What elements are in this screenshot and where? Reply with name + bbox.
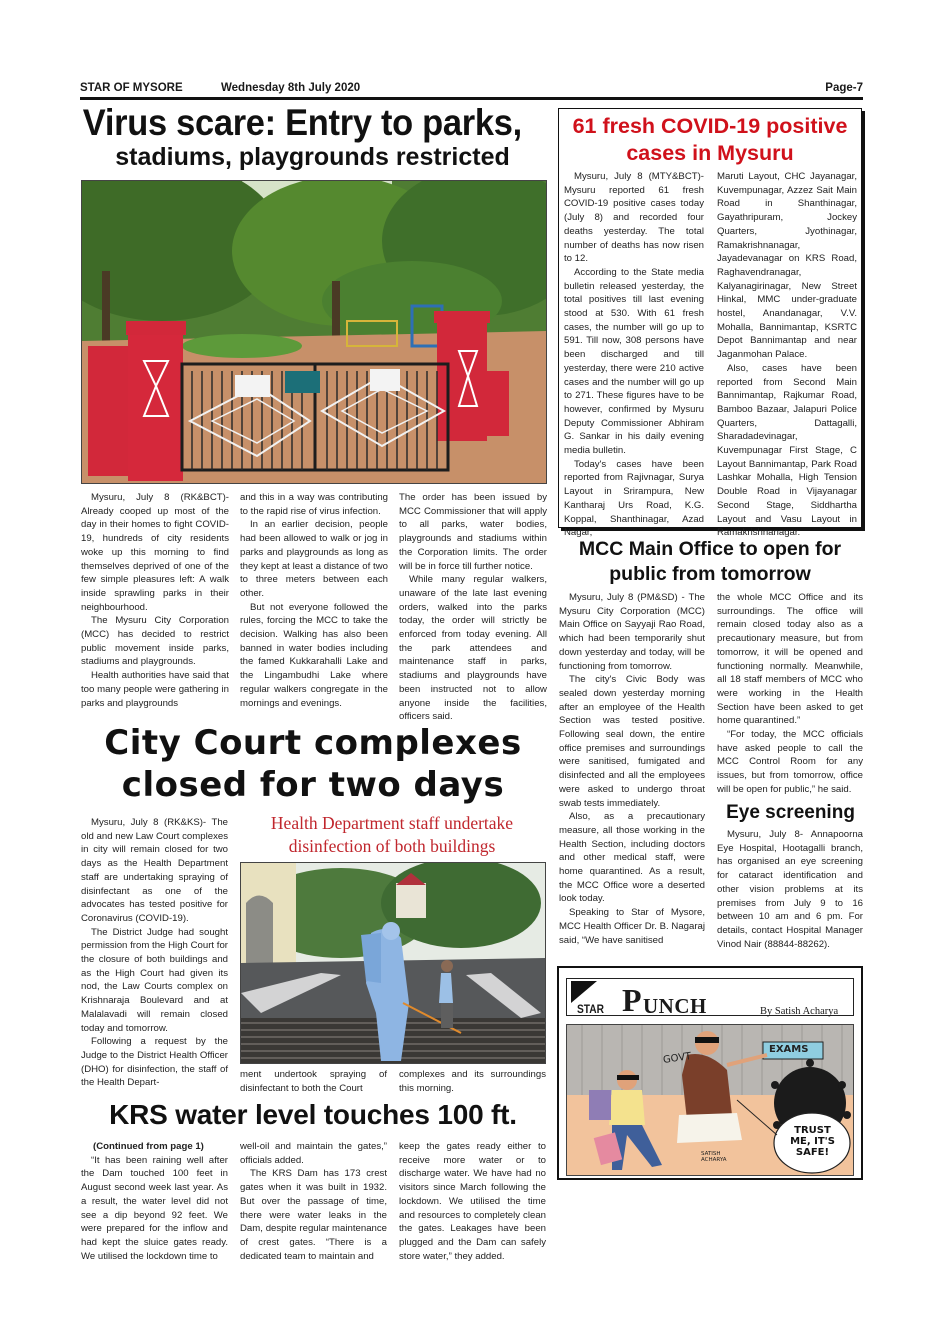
paragraph: Today's cases have been reported from Rajivnagar, Surya Layout in Srirampura, New Kantharaj Urs Road, K.G. Koppal, Shanthinagar, Azad Nagar, [564, 458, 704, 539]
paragraph: Maruti Layout, CHC Jayanagar, Kuvempunagar, Azzez Sait Main Road in Shanthinagar, Gayathripuram, Jockey Quarters, Jyothinagar, Ramakrishnanagar, Jayadevanagar on KRS Road, Raghavendranagar, Kalyanagirinagar, New Street Hinkal, MMC under-graduate hostel, Anandanagar, V.V. Mohalla, Bannimantap, KSRTC Depot Bannimantap and near Jaganmohan Palace. [717, 171, 857, 361]
paragraph: Mysuru, July 8 (MTY&BCT)- Mysuru reported 61 fresh COVID-19 positive cases today (July 8) and recorded four deaths yesterday. The total number of deaths has now risen to 12. [564, 171, 704, 265]
paragraph: well-oil and maintain the gates,” officials added. [240, 1141, 387, 1166]
continued-label: (Continued from page 1) [93, 1141, 204, 1152]
paragraph: ment undertook spraying of disinfectant to both the Court [240, 1069, 387, 1094]
eye-screening-headline: Eye screening [726, 802, 855, 823]
paragraph: “For today, the MCC officials have asked people to call the MCC Control Room for any issues, but from tomorrow, office will be open for public,” he said. [717, 729, 863, 795]
paragraph: “It has been raining well after the Dam touched 100 feet in August second week last year. As a result, the water level did not see a dip beyond 92 feet. We were prepared for the inflow and had kept the sluice gates ready. We utilised the lockdown time to [81, 1154, 228, 1262]
paragraph: According to the State media bulletin released yesterday, the total positives till last evening stood at 530. With 61 fresh cases, the number will go up to 591. Till now, 308 persons have been discharged and till yesterday, there were 210 active cases and the number will go up to 271. These figures have to be however, confirmed by Mysuru Deputy Commissioner Abhiram G. Sankar in his daily evening media bulletin. [564, 266, 704, 457]
cartoon-illustration [566, 1024, 854, 1176]
paragraph: Health authorities have said that too many people were gathering in parks and playgrounds [81, 670, 229, 709]
paragraph: Mysuru, July 8- Annapoorna Eye Hospital, Hootagalli branch, has organised an eye screening for cataract identification and other vision problems at its premises from July 9 to 16 between 10 am and 6 pm. For details, contact Hospital Manager Vinod Nair (88844-88262). [717, 829, 863, 950]
mcc-column-2 [717, 591, 863, 797]
paragraph: The KRS Dam has 173 crest gates when it was built in 1932. But over the passage of time, there were water leaks in the Dam, despite regular maintenance of crest gates. “There is a dedicated team to maintain and [240, 1168, 387, 1262]
paragraph: complexes and its surroundings this morning. [399, 1069, 546, 1094]
court-headline [80, 722, 546, 806]
paragraph: Speaking to Star of Mysore, MCC Health Officer Dr. B. Nagaraj said, “We have sanitised [559, 907, 705, 946]
masthead [80, 80, 863, 98]
court-headline-line2: closed for two days [121, 765, 505, 805]
paragraph: keep the gates ready either to receive more water or to discharge water. We have had no visitors since March following the lockdown. We utilised the time and resources to completely clean the gates. Leakages have been plugged and the Dam can safely store water,” they added. [399, 1141, 546, 1262]
cartoon-byline: By Satish Acharya [760, 1006, 839, 1017]
virus-column-1 [81, 491, 229, 710]
court-disinfection-illustration [241, 863, 546, 1064]
covid-headline: 61 fresh COVID-19 positive cases in Mysuru [572, 114, 848, 165]
speech-bubble-text: TRUST ME, IT'S SAFE! [790, 1125, 835, 1158]
court-disinfection-photo [240, 862, 546, 1064]
cartoon-label-govt: GOVT [662, 1051, 693, 1066]
paragraph: Following a request by the Judge to the District Health Officer (DHO) for disinfection, the staff of the Health Depart- [81, 1036, 228, 1089]
virus-headline-line1: Virus scare: Entry to parks, [82, 102, 522, 143]
park-gate-photo [81, 180, 547, 484]
publication-name: STAR OF MYSORE [80, 82, 183, 94]
paragraph: The Mysuru City Corporation (MCC) has decided to restrict public movement inside parks, stadiums and playgrounds. [81, 615, 229, 668]
krs-headline: KRS water level touches 100 ft. [109, 1099, 517, 1130]
paragraph: Also, as a precautionary measure, all those working in the Health Section, including doctors and other medical staff, were home quarantined. As a result, the MCC Office wore a deserted look today. [559, 811, 705, 905]
mcc-column-1 [559, 591, 705, 947]
issue-date: Wednesday 8th July 2020 [221, 82, 361, 94]
virus-column-3 [399, 491, 547, 724]
paragraph: The city's Civic Body was sealed down yesterday morning after an employee of the Health Section was tested positive. Following seal down, the entire office premises and surroundings were sanitised, fumigated and disinfected and all the employees were asked to undergo throat swab tests immediately. [559, 674, 705, 809]
paragraph: Also, cases have been reported from Second Main Bannimantap, Rajkumar Road, Bamboo Bazaar, Jalapuri Police Quarters, Dattagalli, Sharadadevinagar, Kuvempunagar First Stage, C Layout Bannimantap, Park Road Lashkar Mohalla, High Tension Double Road in Vijayanagar Second Stage, Siddhartha Layout and Vasu Layout in Ramakrishnanagar. [717, 362, 857, 539]
paragraph: the whole MCC Office and its surroundings. The office will remain closed today also as a precautionary measure, but from tomorrow, it will be opened and functioning normally. Meanwhile, all 18 staff members of MCC who were working in the Health Section have been asked to get home quarantined.” [717, 592, 863, 727]
paragraph: In an earlier decision, people had been allowed to walk or jog in parks and playgrounds as long as they kept at least a distance of two to three meters between each other. [240, 519, 388, 599]
court-column-2 [240, 1068, 387, 1095]
eye-screening-column [717, 828, 863, 951]
virus-column-2 [240, 491, 388, 710]
covid-column-1 [564, 170, 704, 540]
star-label: STAR [577, 1002, 605, 1016]
page-number: Page-7 [825, 82, 863, 94]
park-gate-illustration [82, 181, 547, 484]
paragraph: The order has been issued by MCC Commissioner that will apply to all parks, water bodies, playgrounds and stadiums within the Corporation limits. The order will be in force till further notice. [399, 492, 547, 572]
krs-column-1 [81, 1140, 228, 1263]
cartoon-label-exams: EXAMS [769, 1044, 809, 1055]
mcc-headline: MCC Main Office to open for public from tomorrow [578, 538, 842, 585]
krs-column-3 [399, 1140, 546, 1263]
paragraph: Mysuru, July 8 (RK&KS)- The old and new Law Court complexes in city will remain closed for two days as the Health Department staff are undertaking spraying of disinfectant as one of the advocates has tested positive for Coronavirus (COVID-19). [81, 817, 228, 924]
cartoon-signature: SATISH ACHARYA [701, 1151, 727, 1163]
covid-column-2 [717, 170, 857, 540]
paragraph: Mysuru, July 8 (PM&SD) - The Mysuru City Corporation (MCC) Main Office on Sayyaji Rao Road, which had been temporarily shut down yesterday and today, will be functioning from tomorrow. [559, 592, 705, 672]
paragraph: While many regular walkers, unaware of the late last evening orders, walked into the parks today, the order will strictly be enforced from today evening. All the park attendees and maintenance staff in parks, stadiums and playgrounds have been instructed not to allow anyone inside the facilities, officers said. [399, 574, 547, 723]
court-column-1 [81, 816, 228, 1090]
paragraph: The District Judge had sought permission from the High Court for the closure of both buildings and as the High Court had given its nod, the Law Courts complex on Krishnaraja Boulevard and at Malalavadi will remain closed today and tomorrow. [81, 926, 228, 1034]
paragraph: But not everyone followed the rules, forcing the MCC to take the decision. Walking has also been banned in water bodies including the famed Kukkarahalli Lake and the Lingambudhi Lake where regular walkers congregate in the mornings and evenings. [240, 601, 388, 709]
court-column-3 [399, 1068, 546, 1095]
court-photo-caption: Health Department staff undertake disinfection of both buildings [270, 813, 514, 856]
paragraph: Mysuru, July 8 (RK&BCT)- Already cooped up most of the day in their homes to fight COVID-19, hundreds of city residents woke up this morning to find themselves deprived of one of the few simple pleasures left: A walk inside sprawling parks in their neighbourhood. [81, 492, 229, 613]
punch-rest: UNCH [643, 994, 707, 1018]
virus-headline-line2: stadiums, playgrounds restricted [115, 143, 510, 171]
court-headline-line1: City Court complexes [104, 723, 522, 763]
paragraph: and this in a way was contributing to the rapid rise of virus infection. [240, 492, 388, 517]
punch-initial: P [622, 982, 642, 1018]
krs-column-2 [240, 1140, 387, 1263]
flag-icon [571, 981, 597, 1003]
header-rule [80, 97, 863, 100]
